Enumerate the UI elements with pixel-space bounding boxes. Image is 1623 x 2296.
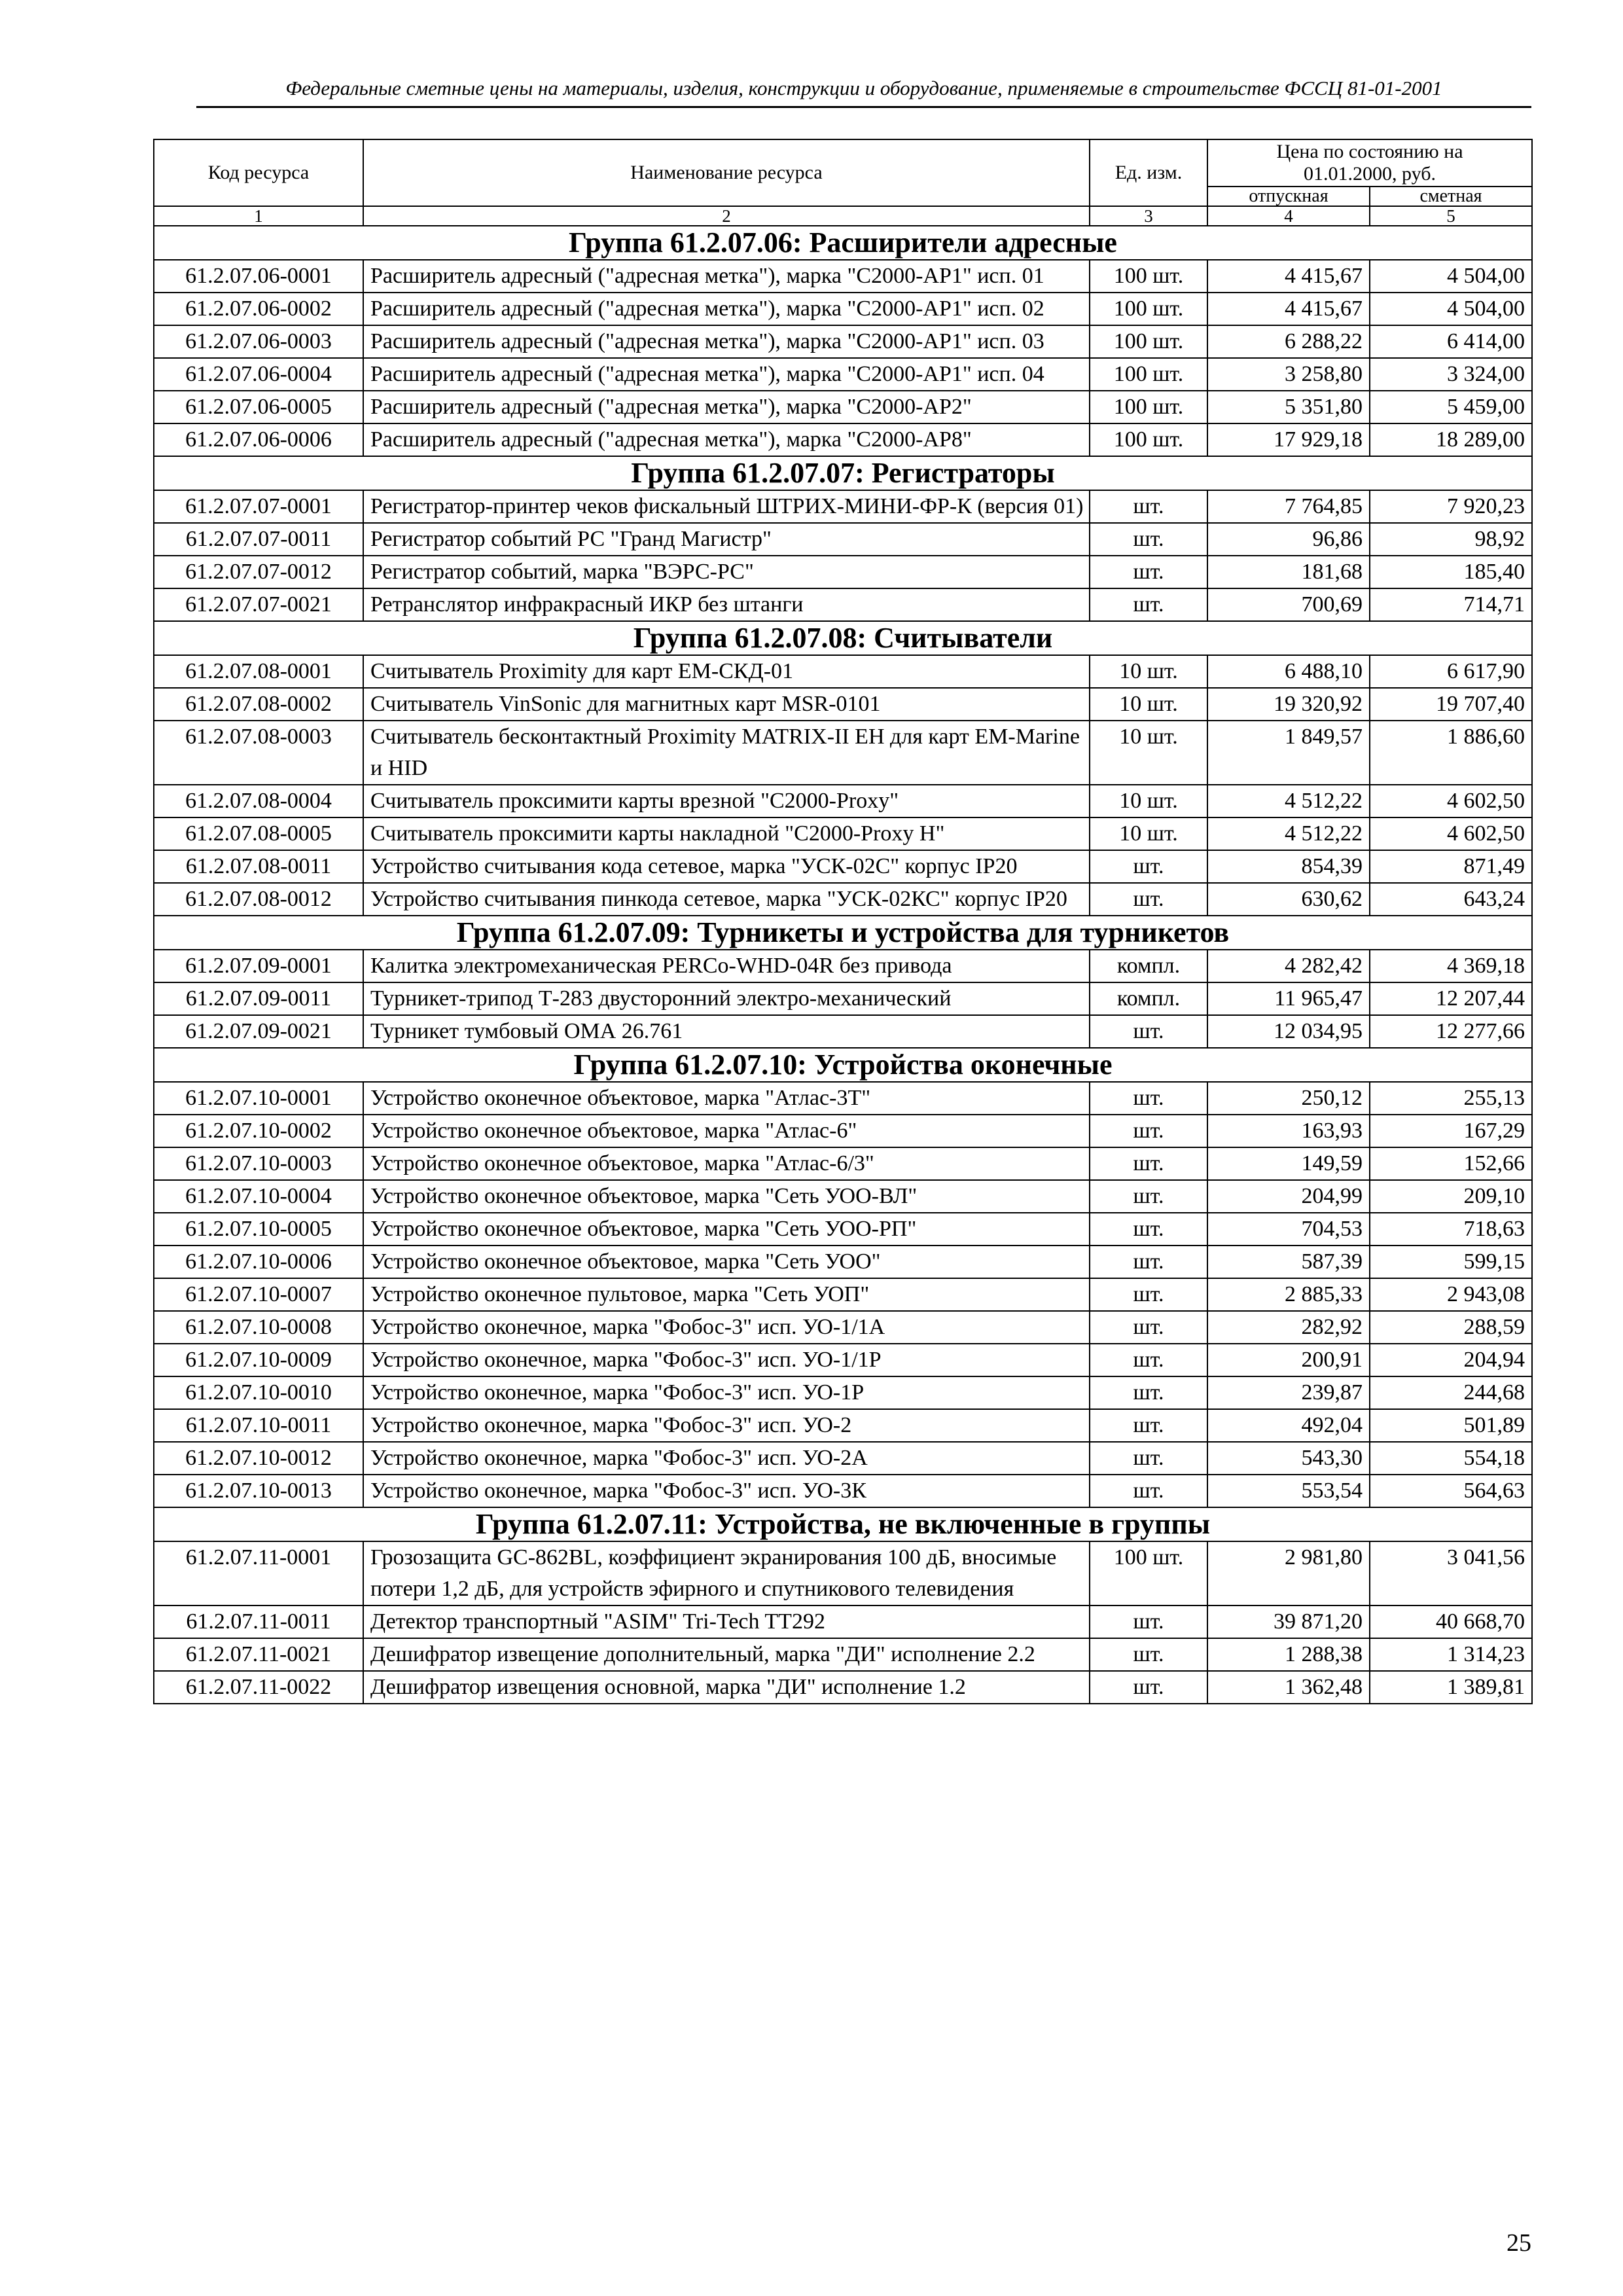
resource-unit: шт. [1090, 883, 1207, 916]
resource-name: Грозозащита GC-862BL, коэффициент экранирования 100 дБ, вносимые потери 1,2 дБ, для устройств эфирного и спутникового телевидения [363, 1541, 1090, 1605]
resource-unit: шт. [1090, 1638, 1207, 1671]
estimate-price: 599,15 [1370, 1246, 1532, 1278]
resource-code: 61.2.07.09-0021 [154, 1015, 363, 1048]
release-price: 163,93 [1207, 1115, 1370, 1147]
estimate-price: 185,40 [1370, 556, 1532, 588]
table-row [154, 556, 1532, 588]
resource-unit: шт. [1090, 1015, 1207, 1048]
resource-name: Устройство оконечное, марка "Фобос-3" исп. УО-2А [363, 1442, 1090, 1475]
estimate-price: 871,49 [1370, 850, 1532, 883]
release-price: 4 512,22 [1207, 817, 1370, 850]
estimate-price: 5 459,00 [1370, 391, 1532, 423]
resource-code: 61.2.07.10-0004 [154, 1180, 363, 1213]
estimate-price: 1 314,23 [1370, 1638, 1532, 1671]
estimate-price: 7 920,23 [1370, 490, 1532, 523]
resource-code: 61.2.07.08-0012 [154, 883, 363, 916]
estimate-price: 554,18 [1370, 1442, 1532, 1475]
resource-name: Регистратор событий, марка "ВЭРС-РС" [363, 556, 1090, 588]
table-row [154, 1442, 1532, 1475]
estimate-price: 4 602,50 [1370, 785, 1532, 817]
estimate-price: 564,63 [1370, 1475, 1532, 1507]
group-title: Группа 61.2.07.10: Устройства оконечные [154, 1048, 1532, 1082]
resource-code: 61.2.07.08-0011 [154, 850, 363, 883]
release-price: 17 929,18 [1207, 423, 1370, 456]
estimate-price: 643,24 [1370, 883, 1532, 916]
resource-unit: шт. [1090, 1671, 1207, 1704]
table-row [154, 1605, 1532, 1638]
resource-name: Устройство оконечное, марка "Фобос-3" исп. УО-1Р [363, 1376, 1090, 1409]
release-price: 7 764,85 [1207, 490, 1370, 523]
resource-name: Расширитель адресный ("адресная метка"), марка "С2000-АР1" исп. 04 [363, 358, 1090, 391]
resource-name: Детектор транспортный "ASIM" Tri-Tech TT292 [363, 1605, 1090, 1638]
resource-code: 61.2.07.07-0012 [154, 556, 363, 588]
resource-name: Устройство считывания кода сетевое, марка "УСК-02С" корпус IP20 [363, 850, 1090, 883]
resource-code: 61.2.07.06-0004 [154, 358, 363, 391]
resource-code: 61.2.07.10-0009 [154, 1344, 363, 1376]
estimate-price: 4 504,00 [1370, 293, 1532, 325]
table-row [154, 982, 1532, 1015]
group-header-row [154, 226, 1532, 260]
resource-name: Турникет тумбовый ОМА 26.761 [363, 1015, 1090, 1048]
resource-code: 61.2.07.10-0006 [154, 1246, 363, 1278]
resource-code: 61.2.07.10-0013 [154, 1475, 363, 1507]
estimate-price: 12 207,44 [1370, 982, 1532, 1015]
table-header [154, 139, 1532, 226]
release-price: 492,04 [1207, 1409, 1370, 1442]
resource-unit: шт. [1090, 556, 1207, 588]
resource-unit: шт. [1090, 1246, 1207, 1278]
resource-code: 61.2.07.07-0001 [154, 490, 363, 523]
group-header-row [154, 916, 1532, 950]
table-row [154, 1082, 1532, 1115]
estimate-price: 1 389,81 [1370, 1671, 1532, 1704]
column-header-unit: Ед. изм. [1090, 139, 1207, 206]
column-number: 1 [154, 206, 363, 226]
group-header-row [154, 1048, 1532, 1082]
release-price: 553,54 [1207, 1475, 1370, 1507]
resource-unit: 10 шт. [1090, 655, 1207, 688]
release-price: 1 288,38 [1207, 1638, 1370, 1671]
table-row [154, 1180, 1532, 1213]
resource-unit: шт. [1090, 850, 1207, 883]
resource-unit: шт. [1090, 1311, 1207, 1344]
table-row [154, 1278, 1532, 1311]
estimate-price: 4 504,00 [1370, 260, 1532, 293]
table-body [154, 226, 1532, 1704]
table-row [154, 490, 1532, 523]
estimate-price: 2 943,08 [1370, 1278, 1532, 1311]
resource-code: 61.2.07.11-0021 [154, 1638, 363, 1671]
resource-unit: 10 шт. [1090, 817, 1207, 850]
release-price: 19 320,92 [1207, 688, 1370, 721]
resource-name: Регистратор событий РС "Гранд Магистр" [363, 523, 1090, 556]
resource-code: 61.2.07.07-0021 [154, 588, 363, 621]
release-price: 1 362,48 [1207, 1671, 1370, 1704]
resource-unit: шт. [1090, 1082, 1207, 1115]
resource-unit: 100 шт. [1090, 1541, 1207, 1605]
release-price: 4 282,42 [1207, 950, 1370, 982]
group-title: Группа 61.2.07.07: Регистраторы [154, 456, 1532, 490]
table-row [154, 1311, 1532, 1344]
table-row [154, 1475, 1532, 1507]
release-price: 3 258,80 [1207, 358, 1370, 391]
resource-code: 61.2.07.08-0005 [154, 817, 363, 850]
table-row [154, 588, 1532, 621]
estimate-price: 718,63 [1370, 1213, 1532, 1246]
table-row [154, 1344, 1532, 1376]
table-row [154, 1147, 1532, 1180]
release-price: 39 871,20 [1207, 1605, 1370, 1638]
resource-name: Считыватель проксимити карты накладной "С2000-Proxy Н" [363, 817, 1090, 850]
release-price: 96,86 [1207, 523, 1370, 556]
resource-code: 61.2.07.06-0003 [154, 325, 363, 358]
resource-name: Расширитель адресный ("адресная метка"), марка "С2000-АР2" [363, 391, 1090, 423]
group-title: Группа 61.2.07.09: Турникеты и устройства для турникетов [154, 916, 1532, 950]
resource-name: Расширитель адресный ("адресная метка"), марка "С2000-АР1" исп. 03 [363, 325, 1090, 358]
resource-code: 61.2.07.10-0012 [154, 1442, 363, 1475]
table-row [154, 1213, 1532, 1246]
release-price: 700,69 [1207, 588, 1370, 621]
estimate-price: 12 277,66 [1370, 1015, 1532, 1048]
release-price: 282,92 [1207, 1311, 1370, 1344]
table-row [154, 1409, 1532, 1442]
release-price: 6 488,10 [1207, 655, 1370, 688]
group-title: Группа 61.2.07.11: Устройства, не включенные в группы [154, 1507, 1532, 1541]
column-header-release: отпускная [1207, 187, 1370, 206]
resource-code: 61.2.07.10-0003 [154, 1147, 363, 1180]
table-row [154, 1541, 1532, 1605]
resource-code: 61.2.07.06-0005 [154, 391, 363, 423]
resource-unit: шт. [1090, 1475, 1207, 1507]
resource-name: Устройство оконечное объектовое, марка "Сеть УОО-ВЛ" [363, 1180, 1090, 1213]
estimate-price: 1 886,60 [1370, 721, 1532, 785]
resource-code: 61.2.07.08-0001 [154, 655, 363, 688]
resource-code: 61.2.07.11-0001 [154, 1541, 363, 1605]
resource-name: Считыватель Proximity для карт ЕМ-СКД-01 [363, 655, 1090, 688]
resource-name: Расширитель адресный ("адресная метка"), марка "С2000-АР1" исп. 01 [363, 260, 1090, 293]
resource-unit: 100 шт. [1090, 260, 1207, 293]
column-header-estimate: сметная [1370, 187, 1532, 206]
column-number: 5 [1370, 206, 1532, 226]
estimate-price: 204,94 [1370, 1344, 1532, 1376]
estimate-price: 255,13 [1370, 1082, 1532, 1115]
estimate-price: 98,92 [1370, 523, 1532, 556]
group-title: Группа 61.2.07.06: Расширители адресные [154, 226, 1532, 260]
resource-code: 61.2.07.10-0008 [154, 1311, 363, 1344]
estimate-price: 19 707,40 [1370, 688, 1532, 721]
resource-unit: 10 шт. [1090, 785, 1207, 817]
release-price: 204,99 [1207, 1180, 1370, 1213]
resource-unit: шт. [1090, 523, 1207, 556]
resource-code: 61.2.07.10-0011 [154, 1409, 363, 1442]
resource-name: Считыватель VinSonic для магнитных карт MSR-0101 [363, 688, 1090, 721]
resource-name: Дешифратор извещение дополнительный, марка "ДИ" исполнение 2.2 [363, 1638, 1090, 1671]
resource-name: Считыватель бесконтактный Proximity MATRIX-II EH для карт EM-Marine и HID [363, 721, 1090, 785]
release-price: 12 034,95 [1207, 1015, 1370, 1048]
table-row [154, 358, 1532, 391]
table-row [154, 950, 1532, 982]
resource-name: Устройство оконечное объектовое, марка "Сеть УОО" [363, 1246, 1090, 1278]
resource-name: Расширитель адресный ("адресная метка"), марка "С2000-АР8" [363, 423, 1090, 456]
table-row [154, 1246, 1532, 1278]
resource-name: Расширитель адресный ("адресная метка"), марка "С2000-АР1" исп. 02 [363, 293, 1090, 325]
table-row [154, 1671, 1532, 1704]
release-price: 854,39 [1207, 850, 1370, 883]
estimate-price: 714,71 [1370, 588, 1532, 621]
resource-code: 61.2.07.08-0003 [154, 721, 363, 785]
resource-name: Устройство оконечное объектовое, марка "Атлас-6" [363, 1115, 1090, 1147]
table-row [154, 1376, 1532, 1409]
resource-code: 61.2.07.08-0002 [154, 688, 363, 721]
resource-unit: компл. [1090, 950, 1207, 982]
resource-unit: шт. [1090, 588, 1207, 621]
resource-name: Дешифратор извещения основной, марка "ДИ" исполнение 1.2 [363, 1671, 1090, 1704]
resource-unit: шт. [1090, 1213, 1207, 1246]
table-row [154, 423, 1532, 456]
estimate-price: 3 041,56 [1370, 1541, 1532, 1605]
price-table-container [153, 139, 1531, 1704]
resource-name: Устройство оконечное объектовое, марка "Атлас-3Т" [363, 1082, 1090, 1115]
resource-code: 61.2.07.10-0007 [154, 1278, 363, 1311]
resource-code: 61.2.07.11-0022 [154, 1671, 363, 1704]
group-header-row [154, 1507, 1532, 1541]
release-price: 149,59 [1207, 1147, 1370, 1180]
group-title: Группа 61.2.07.08: Считыватели [154, 621, 1532, 655]
price-table [153, 139, 1533, 1704]
estimate-price: 4 602,50 [1370, 817, 1532, 850]
resource-code: 61.2.07.06-0002 [154, 293, 363, 325]
resource-unit: 100 шт. [1090, 391, 1207, 423]
estimate-price: 167,29 [1370, 1115, 1532, 1147]
resource-name: Устройство оконечное объектовое, марка "Атлас-6/3" [363, 1147, 1090, 1180]
resource-unit: шт. [1090, 1278, 1207, 1311]
resource-unit: шт. [1090, 1376, 1207, 1409]
page-header: Федеральные сметные цены на материалы, изделия, конструкции и оборудование, применяемые в строительстве ФССЦ 81-01-2001 [196, 71, 1531, 108]
release-price: 239,87 [1207, 1376, 1370, 1409]
resource-code: 61.2.07.10-0002 [154, 1115, 363, 1147]
resource-name: Устройство оконечное пультовое, марка "Сеть УОП" [363, 1278, 1090, 1311]
estimate-price: 152,66 [1370, 1147, 1532, 1180]
release-price: 200,91 [1207, 1344, 1370, 1376]
resource-unit: 10 шт. [1090, 688, 1207, 721]
resource-unit: шт. [1090, 1147, 1207, 1180]
resource-code: 61.2.07.10-0001 [154, 1082, 363, 1115]
table-row [154, 785, 1532, 817]
resource-unit: шт. [1090, 1115, 1207, 1147]
table-row [154, 1638, 1532, 1671]
resource-unit: 10 шт. [1090, 721, 1207, 785]
table-row [154, 688, 1532, 721]
release-price: 4 415,67 [1207, 293, 1370, 325]
release-price: 181,68 [1207, 556, 1370, 588]
estimate-price: 4 369,18 [1370, 950, 1532, 982]
table-row [154, 721, 1532, 785]
release-price: 4 512,22 [1207, 785, 1370, 817]
estimate-price: 501,89 [1370, 1409, 1532, 1442]
resource-code: 61.2.07.09-0001 [154, 950, 363, 982]
resource-name: Считыватель проксимити карты врезной "С2000-Proxy" [363, 785, 1090, 817]
resource-name: Устройство считывания пинкода сетевое, марка "УСК-02КС" корпус IP20 [363, 883, 1090, 916]
estimate-price: 40 668,70 [1370, 1605, 1532, 1638]
resource-name: Устройство оконечное, марка "Фобос-3" исп. УО-3К [363, 1475, 1090, 1507]
estimate-price: 6 414,00 [1370, 325, 1532, 358]
estimate-price: 209,10 [1370, 1180, 1532, 1213]
table-row [154, 293, 1532, 325]
resource-unit: шт. [1090, 1605, 1207, 1638]
estimate-price: 288,59 [1370, 1311, 1532, 1344]
release-price: 2 885,33 [1207, 1278, 1370, 1311]
column-number: 2 [363, 206, 1090, 226]
table-row [154, 391, 1532, 423]
release-price: 1 849,57 [1207, 721, 1370, 785]
estimate-price: 6 617,90 [1370, 655, 1532, 688]
resource-unit: шт. [1090, 1442, 1207, 1475]
column-header-code: Код ресурса [154, 139, 363, 206]
page-number: 25 [1507, 2229, 1531, 2257]
resource-unit: 100 шт. [1090, 358, 1207, 391]
estimate-price: 244,68 [1370, 1376, 1532, 1409]
group-header-row [154, 456, 1532, 490]
release-price: 587,39 [1207, 1246, 1370, 1278]
estimate-price: 18 289,00 [1370, 423, 1532, 456]
column-number: 4 [1207, 206, 1370, 226]
resource-name: Устройство оконечное, марка "Фобос-3" исп. УО-1/1А [363, 1311, 1090, 1344]
resource-code: 61.2.07.11-0011 [154, 1605, 363, 1638]
resource-unit: шт. [1090, 1409, 1207, 1442]
column-header-name: Наименование ресурса [363, 139, 1090, 206]
resource-name: Регистратор-принтер чеков фискальный ШТРИХ-МИНИ-ФР-К (версия 01) [363, 490, 1090, 523]
resource-code: 61.2.07.09-0011 [154, 982, 363, 1015]
resource-name: Турникет-трипод Т-283 двусторонний электро-механический [363, 982, 1090, 1015]
resource-unit: 100 шт. [1090, 325, 1207, 358]
table-row [154, 1115, 1532, 1147]
group-header-row [154, 621, 1532, 655]
column-number-row [154, 206, 1532, 226]
resource-code: 61.2.07.07-0011 [154, 523, 363, 556]
column-header-price: Цена по состоянию на 01.01.2000, руб. [1207, 139, 1532, 187]
table-row [154, 883, 1532, 916]
resource-name: Калитка электромеханическая PERCo-WHD-04R без привода [363, 950, 1090, 982]
release-price: 6 288,22 [1207, 325, 1370, 358]
resource-unit: шт. [1090, 1180, 1207, 1213]
resource-unit: шт. [1090, 490, 1207, 523]
estimate-price: 3 324,00 [1370, 358, 1532, 391]
release-price: 630,62 [1207, 883, 1370, 916]
release-price: 5 351,80 [1207, 391, 1370, 423]
table-row [154, 850, 1532, 883]
table-row [154, 260, 1532, 293]
release-price: 250,12 [1207, 1082, 1370, 1115]
resource-code: 61.2.07.10-0005 [154, 1213, 363, 1246]
release-price: 704,53 [1207, 1213, 1370, 1246]
resource-name: Устройство оконечное, марка "Фобос-3" исп. УО-1/1Р [363, 1344, 1090, 1376]
table-row [154, 1015, 1532, 1048]
resource-unit: компл. [1090, 982, 1207, 1015]
column-number: 3 [1090, 206, 1207, 226]
resource-unit: шт. [1090, 1344, 1207, 1376]
resource-code: 61.2.07.10-0010 [154, 1376, 363, 1409]
resource-name: Ретранслятор инфракрасный ИКР без штанги [363, 588, 1090, 621]
resource-code: 61.2.07.06-0006 [154, 423, 363, 456]
resource-name: Устройство оконечное, марка "Фобос-3" исп. УО-2 [363, 1409, 1090, 1442]
release-price: 2 981,80 [1207, 1541, 1370, 1605]
resource-unit: 100 шт. [1090, 423, 1207, 456]
resource-unit: 100 шт. [1090, 293, 1207, 325]
table-row [154, 817, 1532, 850]
resource-code: 61.2.07.06-0001 [154, 260, 363, 293]
resource-name: Устройство оконечное объектовое, марка "Сеть УОО-РП" [363, 1213, 1090, 1246]
table-row [154, 523, 1532, 556]
release-price: 4 415,67 [1207, 260, 1370, 293]
table-row [154, 655, 1532, 688]
release-price: 11 965,47 [1207, 982, 1370, 1015]
release-price: 543,30 [1207, 1442, 1370, 1475]
table-row [154, 325, 1532, 358]
resource-code: 61.2.07.08-0004 [154, 785, 363, 817]
